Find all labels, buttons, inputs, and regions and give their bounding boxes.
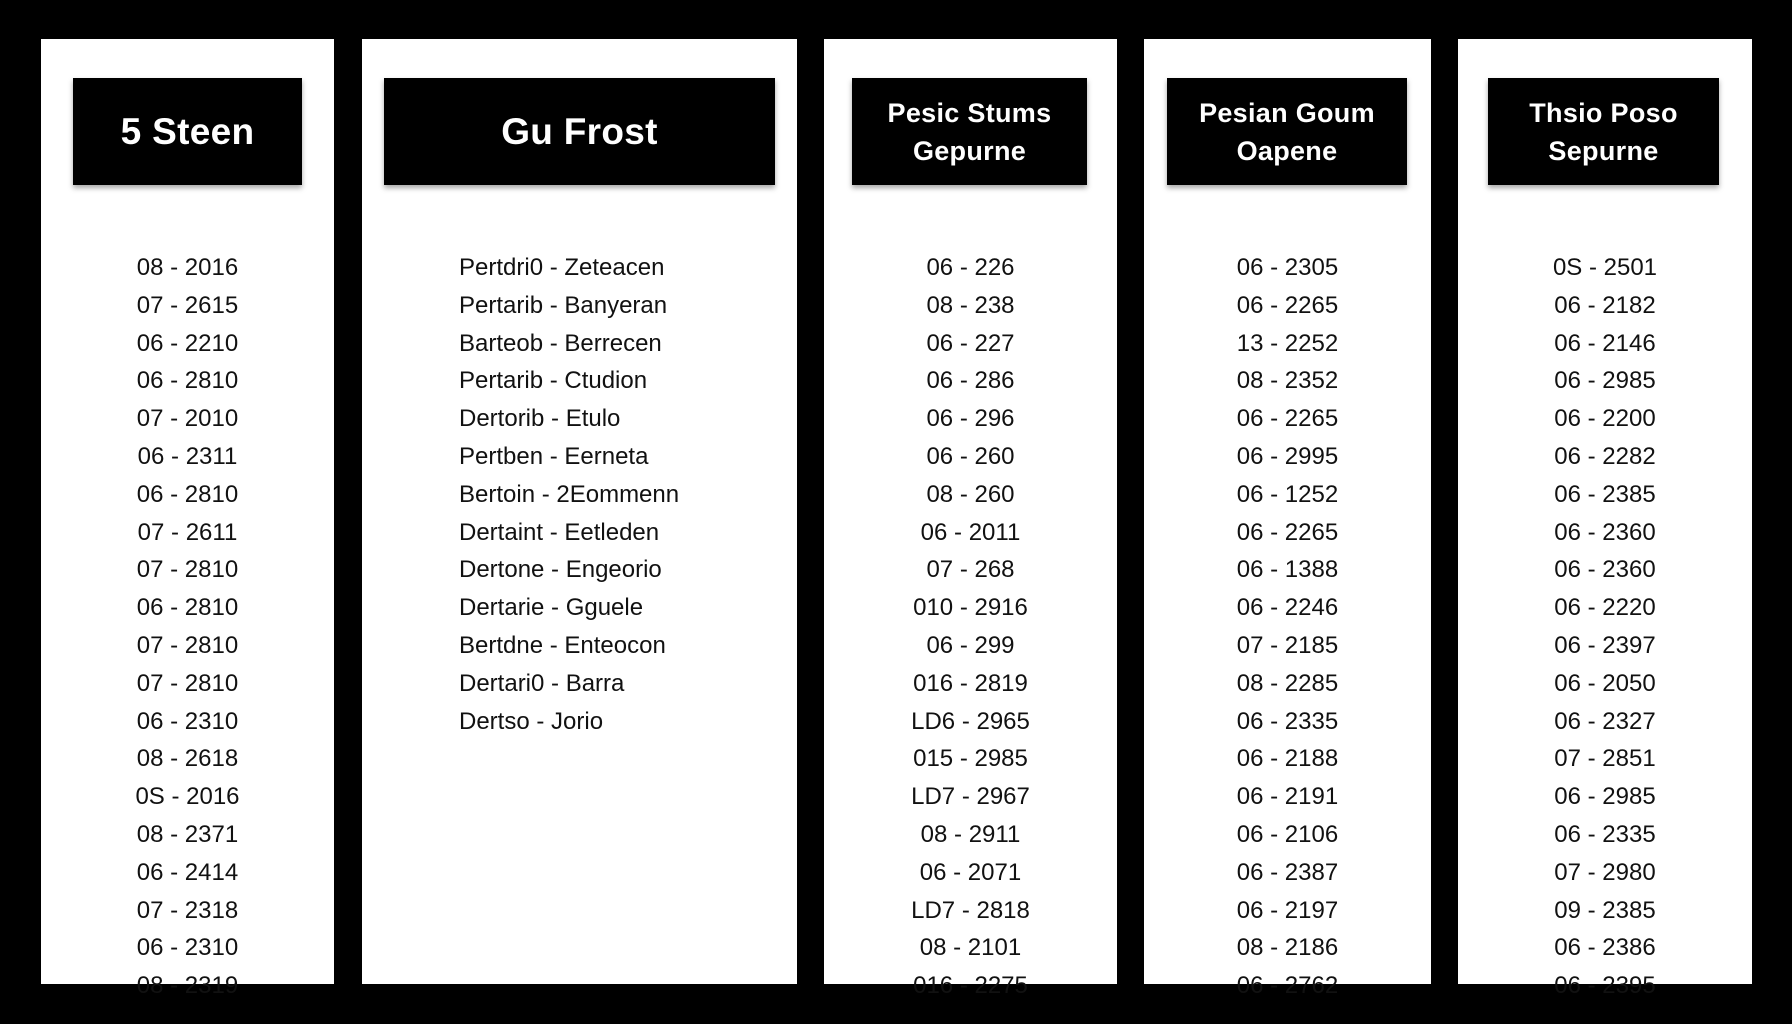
list-item: 06 - 226 xyxy=(926,254,1015,281)
list-item: 016 - 2819 xyxy=(913,669,1028,697)
list-item: 06 - 2305 xyxy=(1236,254,1339,281)
column-4-header xyxy=(1167,78,1407,185)
list-item: Pertben - Eerneta xyxy=(459,442,649,470)
column-3-list xyxy=(824,249,1117,1005)
column-4 xyxy=(1144,39,1431,1000)
column-5-title: Thsio Poso Sepurne xyxy=(1529,97,1678,166)
list-item: 06 - 2327 xyxy=(1554,707,1656,735)
list-item: 06 - 1252 xyxy=(1236,480,1339,508)
list-item: 07 - 2185 xyxy=(1236,631,1339,659)
list-item: 06 - 1388 xyxy=(1236,556,1339,584)
list-item: 06 - 2335 xyxy=(1236,707,1339,735)
list-item: 06 - 2282 xyxy=(1554,442,1656,470)
list-item: 06 - 2386 xyxy=(1554,934,1656,962)
list-item: 06 - 2810 xyxy=(136,480,239,508)
list-item: 06 - 2011 xyxy=(920,518,1021,546)
list-item: 06 - 2191 xyxy=(1236,783,1339,811)
column-2-header xyxy=(384,78,775,185)
list-item: 06 - 260 xyxy=(926,442,1015,470)
list-item: 06 - 2395 xyxy=(1554,972,1656,1000)
list-item: 07 - 2810 xyxy=(136,556,239,584)
list-item: 016 - 2275 xyxy=(913,972,1028,1000)
list-item: 06 - 2182 xyxy=(1554,291,1656,319)
list-item: 07 - 2810 xyxy=(136,669,239,697)
list-item: Pertarib - Ctudion xyxy=(459,367,648,395)
list-item: 06 - 2106 xyxy=(1236,820,1339,848)
list-item: 07 - 2318 xyxy=(136,896,239,924)
column-4-list xyxy=(1144,249,1431,1005)
list-item: LD6 - 2965 xyxy=(911,707,1030,735)
list-item: 08 - 2016 xyxy=(136,254,239,281)
list-item: 08 - 2285 xyxy=(1236,669,1339,697)
list-item: 06 - 2197 xyxy=(1236,896,1339,924)
list-item: Dertaint - Eetleden xyxy=(459,518,660,546)
column-1-title: 5 Steen xyxy=(120,110,255,152)
column-4-title: Pesian Goum Oapene xyxy=(1199,97,1375,166)
list-item: 07 - 2980 xyxy=(1554,858,1656,886)
column-5 xyxy=(1458,39,1752,1000)
list-item: 08 - 2352 xyxy=(1236,367,1339,395)
column-2 xyxy=(362,39,797,984)
list-item: LD7 - 2967 xyxy=(911,783,1030,811)
list-item: 06 - 2310 xyxy=(136,707,239,735)
list-item: 06 - 2385 xyxy=(1554,480,1656,508)
list-item: 08 - 2101 xyxy=(919,934,1022,962)
list-item: 06 - 2310 xyxy=(136,934,239,962)
column-1-header xyxy=(73,78,302,185)
list-item: 07 - 2810 xyxy=(136,631,239,659)
list-item: Dertarie - Gguele xyxy=(459,594,644,622)
list-item: 06 - 2200 xyxy=(1554,405,1656,433)
list-item: 07 - 268 xyxy=(926,556,1015,584)
list-item: 06 - 2397 xyxy=(1554,631,1656,659)
list-item: 06 - 2810 xyxy=(136,594,239,622)
list-item: Dertari0 - Barra xyxy=(459,669,625,697)
list-item: 08 - 2618 xyxy=(136,745,239,773)
column-5-list xyxy=(1458,249,1752,1005)
list-item: 06 - 2985 xyxy=(1554,367,1656,395)
list-item: 06 - 2360 xyxy=(1554,518,1656,546)
list-item: 015 - 2985 xyxy=(913,745,1028,773)
list-item: 06 - 2810 xyxy=(136,367,239,395)
list-item: Dertso - Jorio xyxy=(459,707,604,735)
list-item: 06 - 2210 xyxy=(136,329,239,357)
column-3-header xyxy=(852,78,1087,185)
list-item: Barteob - Berrecen xyxy=(459,329,662,357)
list-item: 06 - 2414 xyxy=(136,858,239,886)
list-item: 06 - 2265 xyxy=(1236,405,1339,433)
list-item: Dertone - Engeorio xyxy=(459,556,662,584)
list-item: 06 - 2246 xyxy=(1236,594,1339,622)
column-1-list xyxy=(41,249,334,1005)
list-item: 08 - 238 xyxy=(926,291,1015,319)
list-item: 06 - 2995 xyxy=(1236,442,1339,470)
list-item: 06 - 2265 xyxy=(1236,291,1339,319)
column-1 xyxy=(41,39,334,1000)
list-item: 07 - 2851 xyxy=(1554,745,1656,773)
list-item: 06 - 2335 xyxy=(1554,820,1656,848)
list-item: 06 - 2762 xyxy=(1236,972,1339,1000)
list-item: 08 - 2911 xyxy=(920,820,1021,848)
list-item: 06 - 2188 xyxy=(1236,745,1339,773)
list-item: LD7 - 2818 xyxy=(911,896,1030,924)
list-item: 06 - 2311 xyxy=(137,442,238,470)
list-item: Bertdne - Enteocon xyxy=(459,631,666,659)
column-2-list xyxy=(362,249,797,740)
list-item: 06 - 2146 xyxy=(1554,329,1656,357)
list-item: 010 - 2916 xyxy=(913,594,1028,622)
list-item: 06 - 2071 xyxy=(919,858,1022,886)
list-item: 06 - 2220 xyxy=(1554,594,1656,622)
list-item: 06 - 299 xyxy=(926,631,1015,659)
list-item: 09 - 2385 xyxy=(1554,896,1656,924)
list-item: 06 - 286 xyxy=(926,367,1015,395)
list-item: 06 - 227 xyxy=(926,329,1015,357)
list-item: 06 - 296 xyxy=(926,405,1015,433)
column-3-title: Pesic Stums Gepurne xyxy=(887,97,1052,166)
column-3 xyxy=(824,39,1117,1000)
list-item: 06 - 2265 xyxy=(1236,518,1339,546)
list-item: 08 - 260 xyxy=(926,480,1015,508)
list-item: 06 - 2050 xyxy=(1554,669,1656,697)
list-item: 07 - 2010 xyxy=(136,405,239,433)
list-item: 06 - 2387 xyxy=(1236,858,1339,886)
list-item: 0S - 2016 xyxy=(135,783,240,811)
list-item: 08 - 2371 xyxy=(136,820,239,848)
list-item: 08 - 2186 xyxy=(1236,934,1339,962)
list-item: 13 - 2252 xyxy=(1236,329,1339,357)
list-item: Pertarib - Banyeran xyxy=(459,291,668,319)
column-2-title: Gu Frost xyxy=(501,110,658,152)
list-item: 07 - 2611 xyxy=(137,518,238,546)
list-item: 06 - 2985 xyxy=(1554,783,1656,811)
column-5-header xyxy=(1488,78,1719,185)
list-item: Bertoin - 2Eommenn xyxy=(459,480,680,508)
list-item: 07 - 2615 xyxy=(136,291,239,319)
list-item: Pertdri0 - Zeteacen xyxy=(459,254,665,281)
list-item: 0S - 2501 xyxy=(1552,254,1658,281)
list-item: 06 - 2360 xyxy=(1554,556,1656,584)
list-item: Dertorib - Etulo xyxy=(459,405,621,433)
list-item: 08 - 2319 xyxy=(136,972,239,1000)
